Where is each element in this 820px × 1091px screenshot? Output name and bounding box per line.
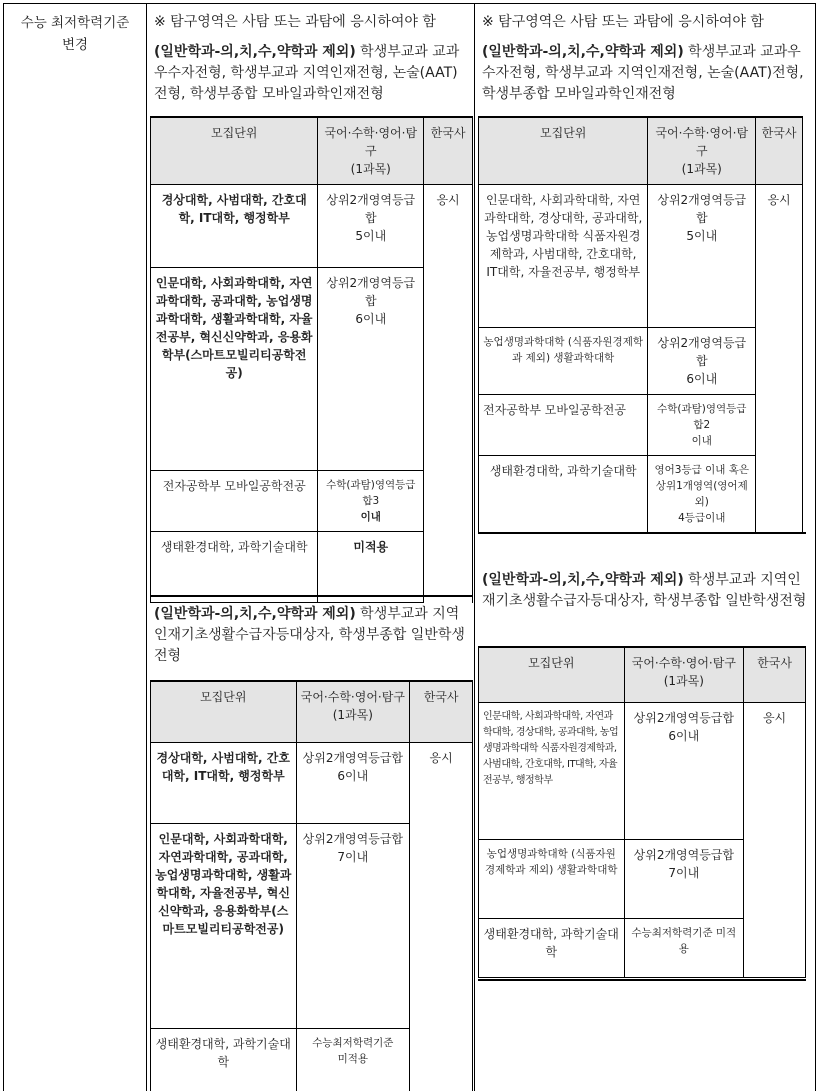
table-row [151, 185, 473, 268]
cell-criterion: 상위2개영역등급합 6이내 [318, 268, 424, 471]
cell-unit: 인문대학, 사회과학대학, 자연과학대학, 공과대학, 농업생명과학대학, 생활과학대학, 자율전공부, 혁신신약학과, 응용화학부(스마트모빌리티공학전공) [151, 268, 318, 471]
table-row [151, 743, 473, 824]
cell-criterion: 미적용 [318, 532, 424, 603]
divider-columns [474, 4, 475, 1091]
cell-unit: 농업생명과학대학 (식품자원경제학과 제외) 생활과학대학 [479, 840, 625, 919]
table-row [479, 395, 803, 456]
cell-unit: 생태환경대학, 과학기술대학 [479, 919, 625, 978]
cell-unit: 경상대학, 사범대학, 간호대학, IT대학, 행정학부 [151, 743, 297, 824]
label-line-2: 변경 [4, 34, 146, 56]
left-cond-2-bold: (일반학과-의,치,수,약학과 제외) [154, 606, 356, 622]
cell-criterion: 상위2개영역등급합 6이내 [648, 328, 756, 395]
cell-unit: 경상대학, 사범대학, 간호대학, IT대학, 행정학부 [151, 185, 318, 268]
cell-criterion: 상위2개영역등급합 6이내 [296, 743, 410, 824]
header-unit: 모집단위 [151, 117, 318, 185]
divider-label [146, 4, 147, 1091]
right-table-2 [478, 646, 806, 978]
right-cond-2-bold: (일반학과-의,치,수,약학과 제외) [482, 572, 684, 588]
left-cond-1 [154, 42, 469, 105]
cell-criterion: 영어3등급 이내 혹은 상위1개영역(영어제외) 4등급이내 [648, 456, 756, 533]
header-history: 한국사 [424, 117, 473, 185]
table-row [479, 185, 803, 328]
right-table-1-header [479, 117, 803, 185]
cell-criterion: 수학(과탐)영역등급합2 이내 [648, 395, 756, 456]
outer-frame [3, 3, 816, 1091]
cell-unit: 생태환경대학, 과학기술대학 [479, 456, 648, 533]
cell-history: 응시 [410, 743, 473, 1091]
cell-criterion: 수학(과탐)영역등급합3 이내 [318, 471, 424, 532]
table-row [479, 703, 806, 840]
table-row [479, 328, 803, 395]
cell-criterion: 상위2개영역등급합 5이내 [648, 185, 756, 328]
cell-criterion: 상위2개영역등급합 7이내 [624, 840, 744, 919]
left-note: ※ 탐구영역은 사탐 또는 과탐에 응시하여야 함 [154, 12, 469, 33]
right-table-1 [478, 116, 803, 533]
right-cond-2-rest: 학생부교과 지역인재기초생활수급자등대상자, 학생부종합 일반학생전형 [482, 572, 806, 609]
cell-unit: 인문대학, 사회과학대학, 자연과학대학, 경상대학, 공과대학, 농업생명과학대학 식품자원경제학과, 사범대학, 간호대학, IT대학, 자율전공부, 행정학부 [479, 703, 625, 840]
header-unit: 모집단위 [479, 117, 648, 185]
right-cond-1 [482, 42, 807, 105]
header-unit: 모집단위 [151, 681, 297, 743]
cell-history: 응시 [744, 703, 806, 978]
header-subjects: 국어·수학·영어·탐구 (1과목) [624, 647, 744, 703]
cell-unit: 인문대학, 사회과학대학, 자연과학대학, 경상대학, 공과대학, 농업생명과학대학 식품자원경제학과, 사범대학, 간호대학, IT대학, 자율전공부, 행정학부 [479, 185, 648, 328]
header-history: 한국사 [410, 681, 473, 743]
left-cond-2 [154, 604, 469, 667]
cell-criterion: 수능최저학력기준 미적용 [624, 919, 744, 978]
cell-unit: 전자공학부 모바일공학전공 [151, 471, 318, 532]
cell-unit: 생태환경대학, 과학기술대학 [151, 532, 318, 603]
header-history: 한국사 [756, 117, 803, 185]
table-row [479, 456, 803, 533]
right-separator [478, 532, 806, 534]
cell-history: 응시 [756, 185, 803, 533]
left-cond-2-rest: 학생부교과 지역인재기초생활수급자등대상자, 학생부종합 일반학생전형 [154, 606, 465, 664]
cell-history: 응시 [424, 185, 473, 603]
left-separator [150, 595, 473, 597]
left-table-1 [150, 116, 473, 603]
right-cond-2 [482, 570, 807, 612]
right-table-2-bottom [478, 979, 806, 981]
left-cond-1-bold: (일반학과-의,치,수,약학과 제외) [154, 44, 356, 60]
label-line-1: 수능 최저학력기준 [4, 12, 146, 34]
right-table-2-header [479, 647, 806, 703]
left-table-2-header [151, 681, 473, 743]
right-cond-1-bold: (일반학과-의,치,수,약학과 제외) [482, 44, 684, 60]
right-note: ※ 탐구영역은 사탐 또는 과탐에 응시하여야 함 [482, 12, 807, 33]
cell-unit: 전자공학부 모바일공학전공 [479, 395, 648, 456]
cell-criterion: 상위2개영역등급합 5이내 [318, 185, 424, 268]
row-label [4, 12, 146, 56]
left-table-1-header [151, 117, 473, 185]
cell-criterion: 상위2개영역등급합 6이내 [624, 703, 744, 840]
cell-unit: 생태환경대학, 과학기술대학 [151, 1029, 297, 1091]
cell-unit: 인문대학, 사회과학대학, 자연과학대학, 공과대학, 농업생명과학대학, 생활과학대학, 자율전공부, 혁신신약학과, 응용화학부(스마트모빌리티공학전공) [151, 824, 297, 1029]
cell-criterion: 상위2개영역등급합 7이내 [296, 824, 410, 1029]
header-unit: 모집단위 [479, 647, 625, 703]
cell-criterion: 수능최저학력기준 미적용 [296, 1029, 410, 1091]
right-cond-1-rest: 학생부교과 교과우수자전형, 학생부교과 지역인재전형, 논술(AAT)전형, 학생부종합 모바일과학인재전형 [482, 44, 804, 102]
header-history: 한국사 [744, 647, 806, 703]
header-subjects: 국어·수학·영어·탐구 (1과목) [648, 117, 756, 185]
left-table-2 [150, 680, 473, 1091]
header-subjects: 국어·수학·영어·탐구 (1과목) [296, 681, 410, 743]
header-subjects: 국어·수학·영어·탐구 (1과목) [318, 117, 424, 185]
cell-unit: 농업생명과학대학 (식품자원경제학과 제외) 생활과학대학 [479, 328, 648, 395]
left-cond-1-rest: 학생부교과 교과우수자전형, 학생부교과 지역인재전형, 논술(AAT)전형, 학생부종합 모바일과학인재전형 [154, 44, 459, 102]
